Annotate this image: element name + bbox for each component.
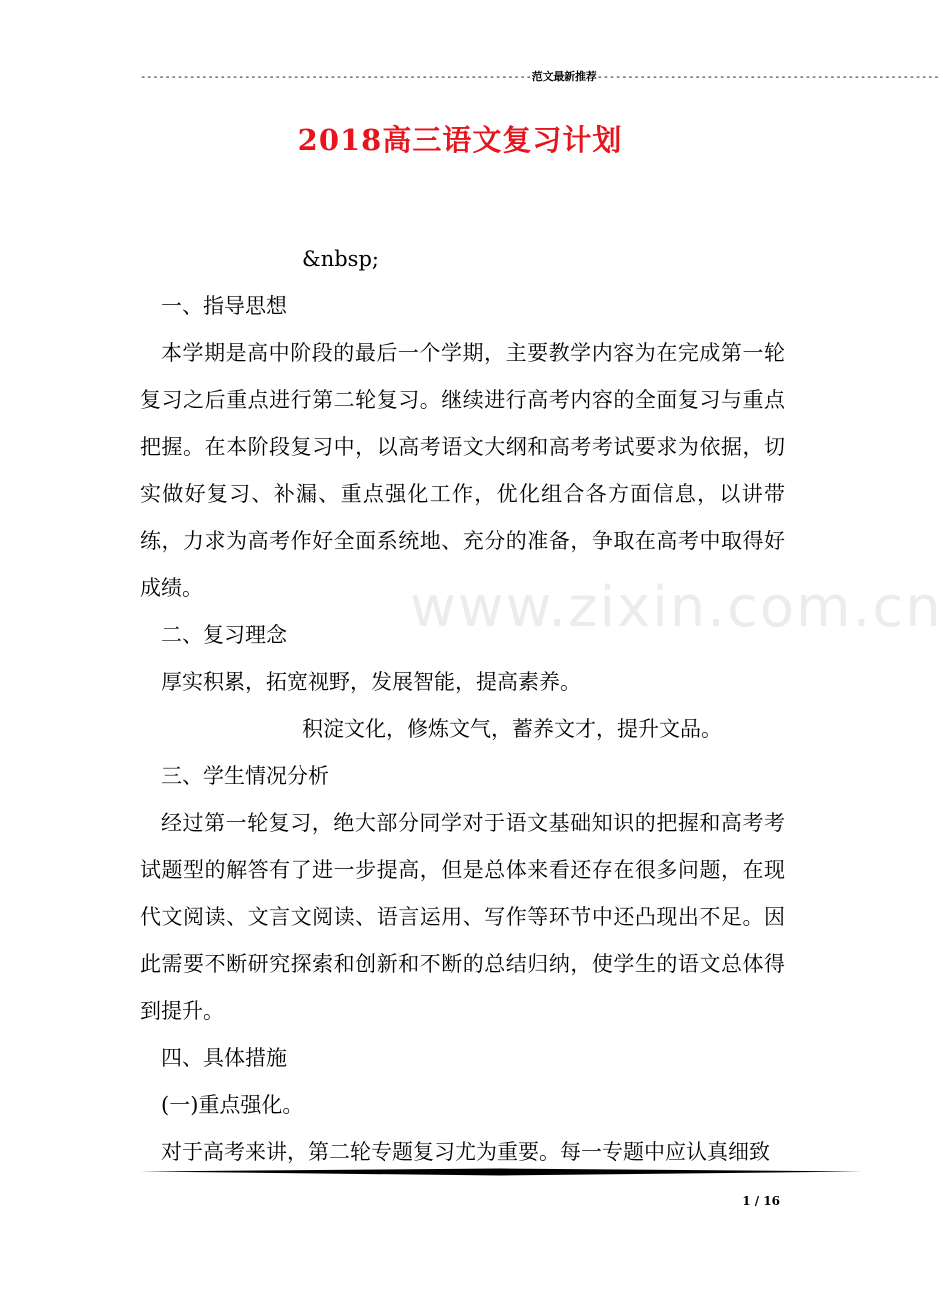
paragraph-review-concept-1: 厚实积累，拓宽视野，发展智能，提高素养。 xyxy=(161,670,581,694)
paragraph-review-concept-2: 积淀文化，修炼文气，蓄养文才，提升文品。 xyxy=(302,717,722,741)
paragraph-key-strengthening: 对于高考来讲，第二轮专题复习尤为重要。每一专题中应认真细致 xyxy=(161,1140,770,1164)
subsection-heading-key-strengthening: (一)重点强化。 xyxy=(161,1093,304,1117)
section-heading-review-concept: 二、复习理念 xyxy=(161,623,287,647)
nbsp-line: &nbsp; xyxy=(302,247,379,271)
section-heading-measures: 四、具体措施 xyxy=(161,1046,287,1070)
header-dashes-left: ---------------------------------------------------------------- xyxy=(140,71,532,83)
watermark: www.zixin.com.cn xyxy=(410,575,943,640)
document-title: 2018高三语文复习计划 xyxy=(297,123,623,157)
page-number: 1 / 16 xyxy=(742,1194,780,1208)
section-heading-student-analysis: 三、学生情况分析 xyxy=(161,764,329,788)
paragraph-guiding-thought: 本学期是高中阶段的最后一个学期，主要教学内容为在完成第一轮复习之后重点进行第二轮复习。继续进行高考内容的全面复习与重点把握。在本阶段复习中，以高考语文大纲和高考考试要求为依据，切实做好复习、补漏、重点强化工作，优化组合各方面信息，以讲带练，力求为高考作好全面系统地、充分的准备，争取在高考中取得好成绩。 xyxy=(140,341,785,600)
footer-rule xyxy=(140,1168,862,1176)
header-dashes-right: -------------------------------------------------------- xyxy=(596,71,940,83)
document-body xyxy=(140,236,785,1176)
section-heading-guiding-thought: 一、指导思想 xyxy=(161,294,287,318)
header-label: 范文最新推荐 xyxy=(531,70,597,83)
paragraph-student-analysis: 经过第一轮复习，绝大部分同学对于语文基础知识的把握和高考考试题型的解答有了进一步提高，但是总体来看还存在很多问题，在现代文阅读、文言文阅读、语言运用、写作等环节中还凸现出不足。因此需要不断研究探索和创新和不断的总结归纳，使学生的语文总体得到提升。 xyxy=(140,811,785,1023)
page-header xyxy=(140,68,940,84)
